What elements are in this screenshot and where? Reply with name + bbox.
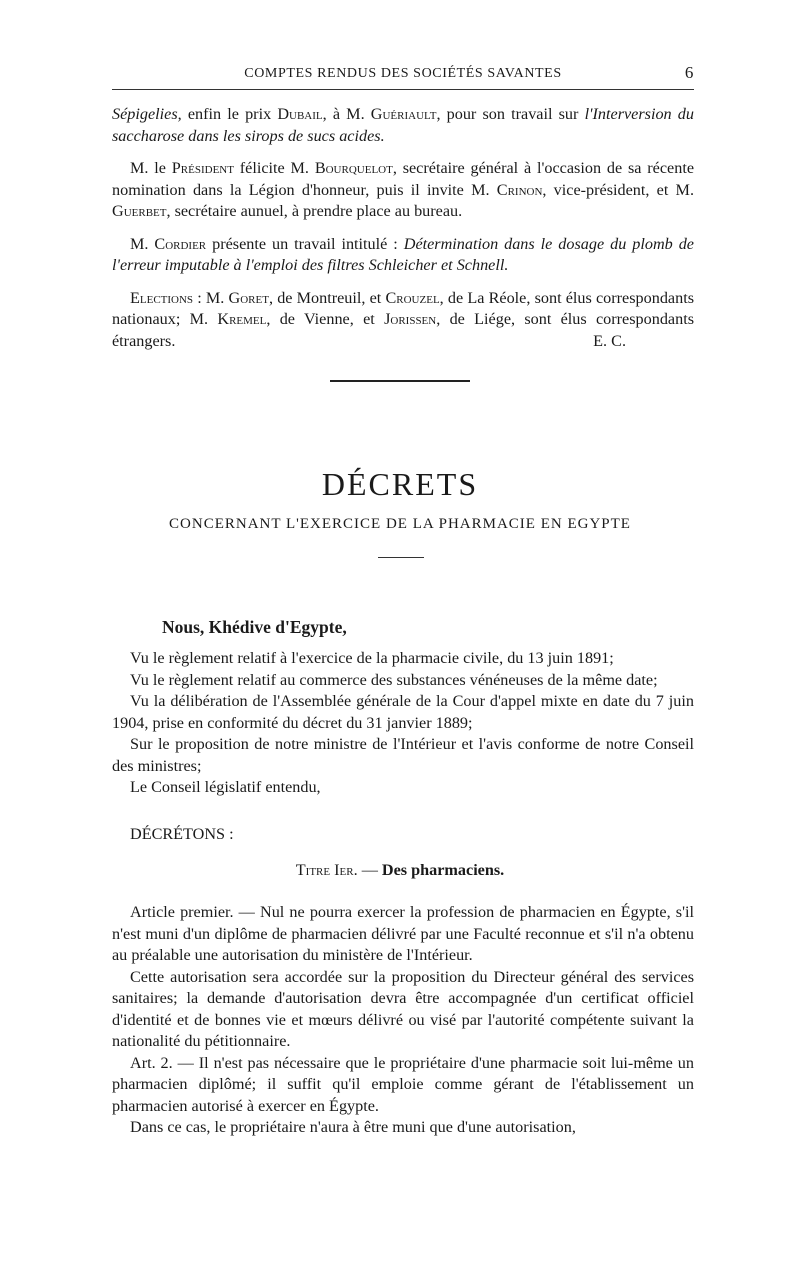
person-name: Crinon [496, 180, 543, 199]
titre-dash: — [357, 861, 382, 879]
titre-label: Titre [295, 861, 331, 879]
titre-name: Des pharmaciens. [381, 861, 505, 879]
running-header [112, 63, 694, 82]
paragraph-elections [112, 288, 694, 353]
articles-section [112, 902, 694, 1139]
person-name: Kremel [217, 310, 267, 328]
text-span: , de Vienne, et [266, 310, 385, 328]
report-section [112, 104, 694, 352]
preamble-line-2: Vu le règlement relatif au commerce des substances vénéneuses de la même date; [130, 670, 658, 689]
person-title: Président [171, 159, 234, 177]
text-span: , pour son travail sur [436, 105, 585, 123]
paragraph-president [112, 158, 694, 223]
work-title: l'Interversion du saccharose dans les sirops de sucs acides. [112, 105, 694, 145]
subheading-rule [378, 557, 424, 558]
titre-number: Ier. [334, 861, 358, 879]
text-span: Sépigelies, [112, 105, 182, 123]
article-2-continued: Dans ce cas, le propriétaire n'aura à être muni que d'une autorisation, [130, 1118, 576, 1136]
text-span: enfin le prix [181, 105, 278, 123]
work-title: Détermination dans le dosage du plomb de l'erreur imputable à l'emploi des filtres Schleicher et Schnell. [112, 234, 694, 274]
khedive-address: Nous, Khédive d'Egypte, [162, 617, 347, 637]
person-name: Dubail [277, 105, 323, 123]
paragraph-prize [112, 104, 694, 147]
decrets-subheading: CONCERNANT L'EXERCICE DE LA PHARMACIE EN EGYPTE [169, 516, 631, 532]
article-1: Article premier. — Nul ne pourra exercer la profession de pharmacien en Égypte, s'il n'est muni d'un diplôme de pharmacien délivré par une Faculté reconnue et s'il n'a obtenu au préalable une autorisation du ministère de l'Intérieur. [112, 903, 694, 964]
text-span: , de Liége, sont élus correspondants étrangers. [112, 310, 694, 350]
text-span: félicite M. [233, 159, 315, 177]
paragraph-cordier [112, 234, 694, 277]
person-name: Goret [228, 288, 269, 307]
author-initials: E. C. [593, 331, 626, 350]
preamble-line-5: Le Conseil législatif entendu, [130, 778, 321, 796]
text-span: : M. [193, 288, 229, 307]
person-name: Crouzel [385, 288, 440, 307]
preamble-line-4: Sur le proposition de notre ministre de l'Intérieur et l'avis conforme de notre Conseil des ministres; [112, 735, 694, 775]
article-1-continued: Cette autorisation sera accordée sur la proposition du Directeur général des services sanitaires; la demande d'autorisation devra être accompagnée d'un certificat officiel d'identité et de bonnes vie et mœurs délivré ou visé par l'autorité compétente suivant la nationalité du pétitionnaire. [112, 967, 694, 1050]
section-divider [330, 380, 470, 382]
text-span: , à M. [322, 105, 371, 123]
header-rule [112, 89, 694, 90]
text-span: , vice-président, et M. [542, 180, 695, 199]
text-span: M. [130, 234, 155, 253]
page-number: 6 [684, 63, 694, 82]
person-name: Guerbet [112, 202, 167, 220]
text-span: , secrétaire aunuel, à prendre place au bureau. [166, 202, 463, 220]
person-name: Cordier [154, 234, 207, 253]
text-span: présente un travail intitulé : [206, 234, 404, 253]
preamble-line-3: Vu la délibération de l'Assemblée générale de la Cour d'appel mixte en date du 7 juin 1904, prise en conformité du décret du 31 janvier 1889; [112, 692, 694, 732]
text-span: , de Montreuil, et [268, 288, 386, 307]
text-span: , secrétaire général à l'occasion de sa récente nomination dans la Légion d'honneur, puis il invite M. [112, 159, 694, 199]
text-span: M. le [130, 159, 172, 177]
running-title: COMPTES RENDUS DES SOCIÉTÉS SAVANTES [244, 66, 562, 81]
section-label: Elections [130, 288, 194, 307]
titre-heading [0, 861, 800, 880]
preamble-line-1: Vu le règlement relatif à l'exercice de la pharmacie civile, du 13 juin 1891; [130, 649, 614, 667]
person-name: Guériault [370, 105, 437, 123]
decrets-heading: DÉCRETS [321, 466, 479, 502]
preamble-section [112, 648, 694, 799]
person-name: Bourquelot [314, 159, 393, 177]
person-name: Jorissen [384, 310, 437, 328]
decretons-heading: DÉCRÉTONS : [130, 825, 234, 843]
text-span: , de La Réole, sont élus correspondants nationaux; M. [112, 288, 694, 328]
article-2: Art. 2. — Il n'est pas nécessaire que le propriétaire d'une pharmacie soit lui-même un pharmacien diplômé; il suffit qu'il emploie comme gérant de l'établissement un pharmacien autorisé à exercer en Égypte. [112, 1053, 694, 1115]
